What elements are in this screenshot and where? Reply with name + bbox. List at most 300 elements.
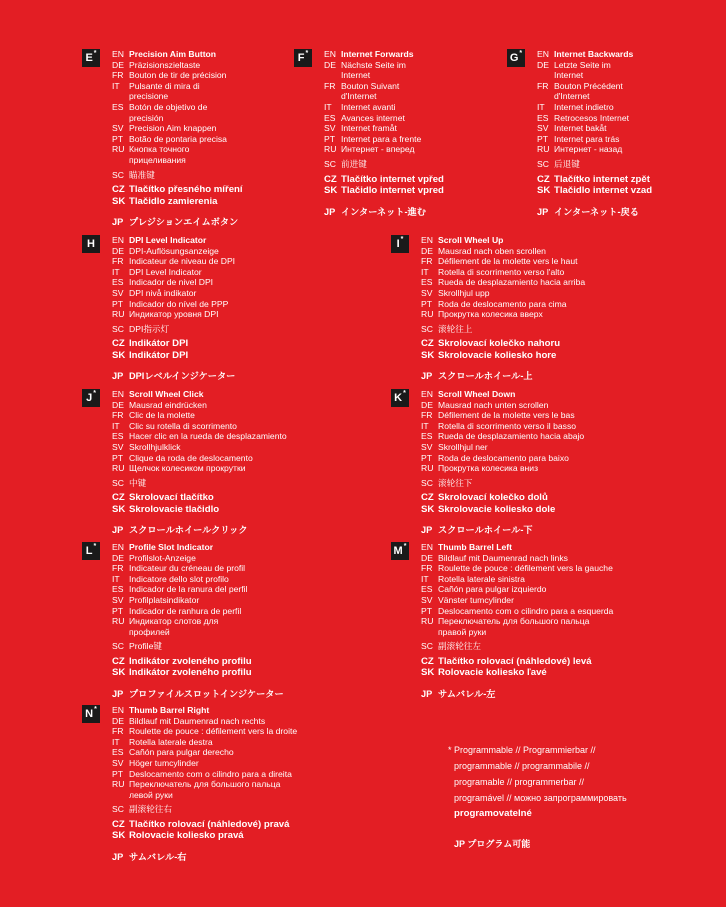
language-code: PT	[112, 768, 123, 779]
badge-letter: N	[85, 708, 94, 720]
language-code: DE	[421, 552, 433, 563]
translation-row	[112, 309, 219, 320]
translation-text: Défilement de la molette vers le bas	[438, 410, 575, 421]
translation-row	[421, 235, 504, 246]
language-code: CZ	[421, 338, 434, 350]
translation-text: Botón de objetivo de	[129, 101, 208, 112]
language-code: DE	[537, 59, 549, 70]
badge-letter: K	[394, 392, 403, 404]
translation-text: Индикатор уровня DPI	[129, 309, 219, 320]
translation-text: Mausrad nach unten scrollen	[438, 399, 549, 410]
language-code: CZ	[112, 655, 125, 667]
language-code: EN	[421, 235, 433, 245]
translation-text: Präzisionszieltaste	[129, 59, 201, 70]
translation-text: профилей	[129, 626, 170, 637]
translation-row	[112, 60, 200, 71]
translation-text: Letzte Seite im	[554, 59, 611, 70]
footnote-line: programmable // programmabile //	[454, 761, 590, 771]
language-code: RU	[537, 144, 550, 155]
translation-row	[421, 655, 592, 668]
translation-row	[324, 59, 406, 71]
footnote-line: programável // можно запрограммировать	[454, 793, 627, 803]
translation-row	[537, 112, 629, 124]
language-code: SC	[537, 158, 549, 169]
translation-row	[537, 159, 599, 170]
language-code: EN	[112, 235, 124, 245]
translation-row	[112, 155, 200, 166]
language-code: ES	[112, 747, 124, 758]
badge-k: K *	[391, 389, 409, 407]
translation-text: Bouton Précédent	[554, 80, 623, 91]
language-code: EN	[112, 49, 124, 59]
translation-text: Nächste Seite im	[341, 59, 406, 70]
translation-row	[421, 525, 533, 536]
translation-text: Tlačítko internet vpřed	[341, 173, 444, 185]
translation-text: прицеливания	[129, 154, 186, 165]
language-code: RU	[421, 616, 434, 627]
translation-text: Rotella laterale destra	[129, 736, 213, 747]
language-code: IT	[324, 101, 332, 112]
language-code: SK	[112, 349, 126, 361]
translation-row	[112, 463, 246, 474]
translation-text: スクロールホイール-上	[438, 371, 533, 382]
translation-row	[421, 431, 585, 442]
translation-text: Deslocamento com o cilindro para a direita	[129, 768, 292, 779]
translation-row	[537, 173, 650, 186]
translation-text: DPI Level Indicator	[129, 235, 207, 245]
translation-row	[112, 101, 208, 113]
translation-row	[421, 338, 561, 350]
translation-text: Bildlauf mit Daumenrad nach rechts	[129, 715, 266, 726]
language-code: IT	[421, 420, 429, 431]
translation-text: インターネット-進む	[341, 206, 426, 217]
language-code: IT	[112, 420, 120, 431]
translation-row	[421, 277, 586, 288]
translation-list	[112, 542, 284, 700]
language-code: EN	[112, 389, 124, 399]
translation-row	[421, 349, 557, 362]
translation-row	[112, 655, 252, 668]
language-code: SC	[324, 158, 336, 169]
translation-text: правой руки	[438, 626, 487, 637]
translation-text: Profile键	[129, 641, 162, 652]
language-code: JP	[112, 371, 124, 382]
translation-text: Indicador de ranhura de perfil	[129, 605, 242, 616]
language-code: PT	[421, 298, 432, 309]
language-code: SC	[112, 641, 124, 652]
language-code: PT	[537, 133, 548, 144]
translation-list	[421, 235, 586, 382]
translation-text: Internet bakåt	[554, 123, 607, 134]
translation-list	[112, 705, 298, 863]
translation-row	[112, 410, 195, 421]
translation-row	[421, 442, 498, 453]
translation-text: Internet avanti	[341, 101, 396, 112]
language-code: SK	[421, 349, 435, 361]
language-code: SC	[421, 641, 433, 652]
translation-row	[421, 410, 575, 421]
badge-l: L *	[82, 542, 100, 560]
translation-text: プレジションエイムボタン	[129, 217, 239, 228]
translation-text: Profilslot-Anzeige	[129, 552, 196, 563]
language-code: IT	[421, 266, 429, 277]
translation-row	[421, 256, 578, 267]
language-code: DE	[112, 59, 124, 70]
translation-row	[421, 266, 565, 278]
translation-row	[112, 542, 214, 553]
translation-row	[324, 133, 422, 145]
translation-row	[112, 245, 219, 257]
language-code: RU	[421, 309, 434, 320]
translation-text: 前进键	[341, 158, 367, 169]
translation-text: precisión	[129, 112, 164, 123]
translation-row	[421, 641, 501, 652]
translation-row	[537, 49, 634, 60]
translation-row	[112, 91, 200, 102]
language-code: CZ	[421, 492, 434, 504]
badge-letter: E	[85, 52, 93, 64]
translation-row	[112, 288, 202, 299]
language-code: JP	[112, 217, 124, 228]
translation-row	[324, 80, 400, 92]
language-code: PT	[421, 605, 432, 616]
translation-row	[112, 81, 200, 92]
translation-text: Indikátor DPI	[129, 349, 189, 361]
translation-text: Rolovacie koliesko ľavé	[438, 667, 547, 679]
translation-row	[324, 70, 380, 81]
language-code: SV	[537, 123, 549, 134]
translation-row	[537, 80, 623, 92]
translation-text: Défilement de la molette vers le haut	[438, 256, 578, 267]
language-code: CZ	[421, 655, 434, 667]
language-code: ES	[112, 277, 124, 288]
translation-text: Щелчок колесиком прокрутки	[129, 463, 246, 474]
badge-f: F *	[294, 49, 312, 67]
translation-row	[324, 123, 397, 134]
translation-row	[112, 790, 192, 801]
translation-row	[112, 804, 192, 815]
translation-text: Cañón para pulgar izquierdo	[438, 584, 547, 595]
language-code	[324, 91, 341, 102]
translation-row	[112, 350, 202, 362]
translation-row	[421, 478, 498, 489]
translation-text: Scroll Wheel Up	[438, 235, 504, 245]
language-code: FR	[112, 410, 124, 421]
language-code: FR	[112, 70, 124, 81]
language-code: EN	[324, 49, 336, 59]
language-code: PT	[112, 605, 123, 616]
translation-text: Roulette de pouce : défilement vers la droite	[129, 726, 298, 737]
translation-row	[537, 91, 599, 102]
translation-row	[421, 616, 590, 627]
translation-row	[421, 389, 516, 400]
translation-list	[537, 49, 653, 217]
language-code: PT	[112, 298, 123, 309]
translation-text: левой руки	[129, 789, 173, 800]
translation-text: 滚轮往上	[438, 323, 473, 334]
language-code: JP	[537, 206, 549, 217]
translation-text: Skrolovací kolečko nahoru	[438, 338, 561, 350]
translation-row	[112, 726, 298, 737]
badge-i: I *	[391, 235, 409, 253]
translation-text: 副滚轮往右	[129, 804, 172, 815]
translation-text: Tlačidlo internet vpred	[341, 185, 444, 197]
language-code: DE	[112, 399, 124, 410]
language-code: DE	[324, 59, 336, 70]
translation-text: Precision Aim Button	[129, 49, 217, 59]
language-code: ES	[324, 112, 336, 123]
language-code: FR	[324, 80, 336, 91]
translation-row	[112, 431, 287, 442]
translation-row	[112, 298, 229, 310]
translation-row	[421, 399, 549, 411]
language-code: RU	[421, 463, 434, 474]
language-code	[324, 70, 341, 81]
language-code	[537, 91, 554, 102]
translation-row	[537, 206, 639, 218]
language-code	[112, 627, 129, 638]
translation-row	[421, 594, 514, 606]
language-code: SK	[324, 185, 338, 197]
translation-row	[112, 267, 202, 278]
language-code: CZ	[324, 173, 337, 185]
language-code: ES	[421, 584, 433, 595]
translation-text: d'Internet	[554, 91, 590, 102]
translation-row	[112, 338, 202, 350]
language-code: RU	[324, 144, 337, 155]
translation-row	[112, 420, 237, 432]
language-code: SC	[112, 323, 124, 334]
language-code: EN	[112, 542, 124, 552]
translation-row	[112, 235, 207, 246]
language-code: FR	[421, 410, 433, 421]
language-code: ES	[421, 431, 433, 442]
translation-row	[112, 553, 199, 564]
translation-row	[421, 324, 498, 335]
footnote-jp: JP プログラム可能	[454, 839, 531, 849]
translation-text: Pulsante di mira di	[129, 80, 200, 91]
translation-text: Thumb Barrel Right	[129, 705, 210, 715]
language-code: SV	[112, 123, 124, 134]
translation-text: Tlačítko rolovací (náhledové) levá	[438, 655, 592, 667]
translation-row	[537, 123, 607, 134]
translation-row	[112, 605, 242, 617]
translation-text: Clique da roda de deslocamento	[129, 452, 253, 463]
translation-row	[112, 217, 239, 228]
translation-row	[112, 133, 227, 145]
language-code: PT	[324, 133, 335, 144]
translation-row	[112, 113, 200, 124]
translation-text: Internet para trás	[554, 133, 620, 144]
translation-text: Skrollhjul upp	[438, 287, 490, 298]
language-code: IT	[112, 573, 120, 584]
language-code: SK	[112, 830, 126, 842]
translation-text: Indikátor zvoleného profilu	[129, 655, 252, 667]
translation-text: Avances internet	[341, 112, 405, 123]
translation-text: スクロールホイール-下	[438, 525, 533, 536]
translation-row	[537, 101, 614, 113]
translation-text: Кнопка точного	[129, 144, 190, 155]
translation-text: 滚轮往下	[438, 477, 473, 488]
language-code: DE	[421, 399, 433, 410]
translation-text: Skrolovacie tlačidlo	[129, 503, 220, 515]
badge-e: E *	[82, 49, 100, 67]
language-code: SV	[112, 287, 124, 298]
badge-j: J *	[82, 389, 100, 407]
translation-text: Internet framåt	[341, 123, 397, 134]
translation-row	[112, 563, 246, 574]
language-code	[112, 91, 129, 102]
translation-row	[112, 170, 200, 181]
language-code: SK	[112, 195, 126, 207]
translation-row	[324, 185, 444, 197]
translation-text: DPI-Auflösungsanzeige	[129, 245, 219, 256]
language-code: FR	[537, 80, 549, 91]
language-code: CZ	[112, 818, 125, 830]
language-code: DE	[112, 552, 124, 563]
translation-text: Deslocamento com o cilindro para a esquerda	[438, 605, 614, 616]
translation-row	[421, 503, 556, 516]
language-code: FR	[112, 256, 124, 267]
translation-text: precisione	[129, 91, 169, 102]
translation-text: Интернет - вперед	[341, 144, 415, 155]
language-code: IT	[112, 80, 120, 91]
translation-text: Internet	[554, 70, 584, 81]
translation-row	[112, 667, 252, 679]
translation-row	[421, 584, 547, 595]
language-code: IT	[421, 573, 429, 584]
badge-m: M *	[391, 542, 409, 560]
translation-text: サムバレル-右	[129, 851, 187, 862]
language-code: FR	[421, 563, 433, 574]
language-code: SK	[421, 503, 435, 515]
language-code: SC	[112, 477, 124, 488]
language-code: CZ	[112, 492, 125, 504]
language-code: DE	[112, 715, 124, 726]
language-code: RU	[112, 463, 125, 474]
language-code	[112, 113, 129, 124]
translation-row	[112, 389, 204, 400]
translation-row	[112, 747, 234, 758]
language-code: EN	[112, 705, 124, 715]
translation-text: DPI指示灯	[129, 323, 170, 334]
translation-row	[112, 736, 213, 748]
translation-text: DPIレベルインジケーター	[129, 371, 236, 382]
translation-text: Переключатель для большого пальца	[438, 616, 590, 627]
language-code	[421, 627, 438, 638]
translation-list	[112, 49, 243, 228]
translation-row	[112, 324, 202, 335]
translation-row	[324, 101, 396, 113]
language-code: SV	[421, 594, 433, 605]
translation-row	[324, 91, 380, 102]
language-code: JP	[421, 688, 433, 699]
translation-text: Internet	[341, 70, 371, 81]
translation-row	[421, 245, 546, 257]
language-code: FR	[421, 256, 433, 267]
translation-text: Scroll Wheel Click	[129, 389, 204, 399]
translation-row	[421, 463, 539, 474]
language-code: SC	[421, 477, 433, 488]
language-code: SV	[112, 594, 124, 605]
translation-row	[537, 185, 653, 197]
translation-row	[112, 525, 248, 536]
translation-text: Skrollhjul ner	[438, 441, 488, 452]
language-code	[112, 790, 129, 801]
translation-text: Indicateur du créneau de profil	[129, 563, 246, 574]
language-code: EN	[537, 49, 549, 59]
translation-row	[112, 452, 253, 464]
translation-text: Mausrad eindrücken	[129, 399, 207, 410]
translation-text: Hacer clic en la rueda de desplazamiento	[129, 431, 287, 442]
translation-text: Indicador de nivel DPI	[129, 277, 214, 288]
translation-row	[112, 616, 219, 627]
translation-text: Clic de la molette	[129, 410, 195, 421]
translation-text: Roda de deslocamento para cima	[438, 298, 567, 309]
language-code: JP	[112, 525, 124, 536]
language-code: JP	[112, 851, 124, 862]
badge-h	[82, 235, 100, 253]
translation-row	[324, 144, 415, 155]
translation-text: Profile Slot Indicator	[129, 542, 214, 552]
language-code: PT	[421, 452, 432, 463]
translation-text: 瞄准键	[129, 169, 155, 180]
translation-row	[112, 49, 217, 60]
language-code: DE	[421, 245, 433, 256]
translation-text: Botão de pontaria precisa	[129, 133, 227, 144]
translation-row	[112, 371, 236, 382]
translation-row	[324, 159, 380, 170]
translation-text: Интернет - назад	[554, 144, 623, 155]
badge-letter: I	[396, 238, 400, 250]
language-code: SV	[112, 441, 124, 452]
language-code: RU	[112, 779, 125, 790]
translation-row	[421, 309, 543, 320]
translation-text: Rueda de desplazamiento hacia abajo	[438, 431, 585, 442]
translation-text: Rolovacie koliesko pravá	[129, 830, 244, 842]
language-code: SV	[421, 441, 433, 452]
translation-row	[112, 478, 189, 489]
language-code	[537, 70, 554, 81]
badge-letter: L	[85, 545, 93, 557]
translation-row	[421, 573, 525, 585]
language-code: PT	[112, 133, 123, 144]
translation-text: Clic su rotella di scorrimento	[129, 420, 237, 431]
translation-row	[421, 452, 569, 464]
translation-text: Rotella di scorrimento verso l'alto	[438, 266, 565, 277]
translation-text: Rotella di scorrimento verso il basso	[438, 420, 577, 431]
translation-row	[112, 688, 284, 700]
translation-text: Tlačidlo internet vzad	[554, 185, 653, 197]
translation-row	[421, 288, 498, 299]
language-code: JP	[421, 525, 433, 536]
translation-row	[324, 173, 444, 186]
translation-row	[112, 830, 244, 842]
language-code: EN	[421, 542, 433, 552]
translation-text: Индикатор слотов для	[129, 616, 219, 627]
translation-text: Skrolovací kolečko dolů	[438, 492, 548, 504]
translation-row	[112, 195, 218, 208]
translation-text: Precision Aim knappen	[129, 123, 217, 134]
translation-text: Indikátor zvoleného profilu	[129, 667, 252, 679]
language-code: ES	[112, 101, 124, 112]
translation-text: Bouton Suivant	[341, 80, 400, 91]
translation-text: Vänster tumcylinder	[438, 594, 514, 605]
language-code: ES	[112, 431, 124, 442]
footnote-strong: programovatelné	[454, 808, 532, 819]
badge-letter: F	[297, 52, 305, 64]
translation-row	[112, 144, 200, 155]
